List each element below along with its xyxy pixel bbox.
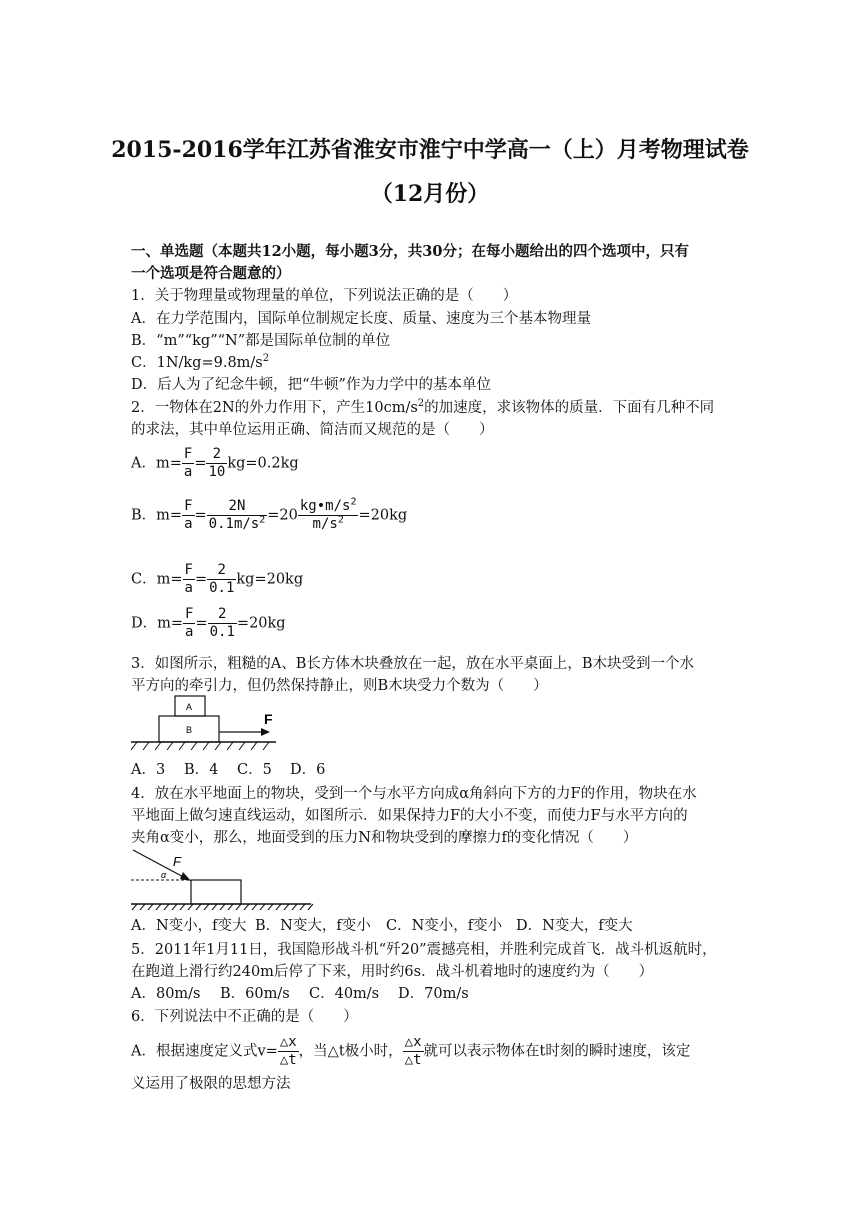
section-heading-cont: 一个选项是符合题意的） xyxy=(131,265,291,282)
q2-d-equals: = xyxy=(195,615,208,632)
q2-a-result: kg=0.2kg xyxy=(227,455,299,472)
q1-stem: 1．关于物理量或物理量的单位，下列说法正确的是（ ） xyxy=(131,288,518,304)
q1-option-c-text: C．1N/kg=9.8m/s xyxy=(131,355,263,371)
q2-b-result: =20kg xyxy=(358,507,408,524)
q3-figure xyxy=(131,694,281,756)
q4-stem-line1: 4．放在水平地面上的物块，受到一个与水平方向成α角斜向下方的力F的作用，物块在水 xyxy=(131,786,697,802)
q2-a-fraction-1: $\frac{F}{a}$ xyxy=(183,446,193,480)
q2-option-b xyxy=(131,498,407,533)
block xyxy=(191,880,241,904)
table-hatching xyxy=(131,742,269,750)
q4-stem-line2: 平地面上做匀速直线运动，如图所示．如果保持力F的大小不变，而使力F与水平方向的 xyxy=(131,808,688,824)
q5-option-d: D．70m/s xyxy=(398,986,469,1002)
block-a-label: A xyxy=(186,702,193,712)
angle-label: α xyxy=(161,870,167,880)
q2-c-label: C．m= xyxy=(131,571,183,588)
q1-option-b: B．“m”“kg”“N”都是国际单位制的单位 xyxy=(131,333,391,349)
q2-b-fraction-1: $\frac{F}{a}$ xyxy=(184,498,193,532)
q3-stem-line1: 3．如图所示，粗糙的A、B长方体木块叠放在一起，放在水平桌面上，B木块受到一个水 xyxy=(131,656,695,672)
q3-options xyxy=(131,760,325,780)
q2-b-fraction-2: $\frac{2N}{0.1m/s^2}$ xyxy=(208,498,266,532)
exam-title-line1: 2015-2016学年江苏省淮安市淮宁中学高一（上）月考物理试卷 xyxy=(111,137,749,163)
q2-c-fraction-2: $\frac{2}{0.1}$ xyxy=(209,562,235,596)
q3-stem-line2: 平方向的牵引力，但仍然保持静止，则B木块受力个数为（ ） xyxy=(131,678,548,694)
q2-b-equals: = xyxy=(194,507,207,524)
ground-hatching xyxy=(132,904,313,910)
q1-option-c-sup: 2 xyxy=(262,353,270,365)
q2-c-equals: = xyxy=(194,571,208,588)
q6-a-fraction-1: $\frac{\triangle x}{\triangle t}$ xyxy=(279,1034,297,1068)
q2-stem-pre: 2．一物体在2N的外力作用下，产生10cm/s xyxy=(131,400,418,416)
q2-b-fraction-3: $\frac{kg•m/s^2}{m/s^2}$ xyxy=(299,496,357,532)
q2-d-fraction-1: $\frac{F}{a}$ xyxy=(185,606,194,640)
exam-title-line2: （12月份） xyxy=(370,181,490,207)
q1-option-c xyxy=(131,353,269,373)
q2-stem-line2: 的求法，其中单位运用正确、简洁而又规范的是（ ） xyxy=(131,422,494,438)
q2-stem-line1 xyxy=(131,398,714,418)
q2-stem-post: 的加速度，求该物体的质量．下面有几种不同 xyxy=(424,400,715,416)
q3-option-b: B．4 xyxy=(184,762,219,778)
q6-a-post: 就可以表示物体在t时刻的瞬时速度，该定 xyxy=(423,1043,691,1060)
q2-stem-sup: 2 xyxy=(417,398,425,410)
q6-a-fraction-2: $\frac{\triangle x}{\triangle t}$ xyxy=(404,1034,422,1068)
applied-force-label: F xyxy=(173,854,181,869)
force-label: F xyxy=(264,711,273,727)
q5-option-a: A．80m/s xyxy=(131,986,201,1002)
q2-option-c xyxy=(131,562,303,597)
q5-options xyxy=(131,984,469,1004)
q4-stem-line3: 夹角α变小，那么，地面受到的压力N和物块受到的摩擦力f的变化情况（ ） xyxy=(131,830,638,846)
q6-a-pre: A．根据速度定义式v= xyxy=(131,1043,278,1060)
q3-option-c: C．5 xyxy=(237,762,272,778)
q2-a-equals: = xyxy=(194,455,207,472)
q3-option-a: A．3 xyxy=(131,762,166,778)
section-heading: 一、单选题（本题共12小题，每小题3分，共30分；在每小题给出的四个选项中，只有 xyxy=(131,243,689,260)
q2-option-d xyxy=(131,606,286,641)
q4-figure xyxy=(131,848,316,912)
q3-option-d: D．6 xyxy=(290,762,326,778)
q6-option-a xyxy=(131,1034,690,1069)
q1-option-d: D．后人为了纪念牛顿，把“牛顿”作为力学中的基本单位 xyxy=(131,377,491,393)
q2-a-fraction-2: $\frac{2}{10}$ xyxy=(208,446,226,480)
force-arrowhead xyxy=(261,728,270,736)
q2-d-fraction-2: $\frac{2}{0.1}$ xyxy=(209,606,235,640)
q2-b-mid: =20 xyxy=(267,507,298,524)
q4-option-c: C．N变小，f变小 xyxy=(386,918,503,934)
q2-option-a xyxy=(131,446,299,481)
q2-c-fraction-1: $\frac{F}{a}$ xyxy=(184,562,193,596)
block-b-label: B xyxy=(186,725,193,735)
q4-option-b: B．N变大，f变小 xyxy=(255,918,371,934)
q2-a-label: A．m= xyxy=(131,455,182,472)
q6-option-a-cont: 义运用了极限的思想方法 xyxy=(131,1076,291,1092)
q4-options xyxy=(131,916,633,936)
q4-option-a: A．N变小，f变大 xyxy=(131,918,247,934)
q5-stem-line2: 在跑道上滑行约240m后停了下来，用时约6s．战斗机着地时的速度约为（ ） xyxy=(131,964,654,980)
q2-d-result: =20kg xyxy=(236,615,286,632)
q6-a-mid: ，当△t极小时， xyxy=(298,1043,403,1060)
q5-option-c: C．40m/s xyxy=(309,986,380,1002)
q5-option-b: B．60m/s xyxy=(220,986,290,1002)
q6-stem: 6．下列说法中不正确的是（ ） xyxy=(131,1009,358,1025)
q4-option-d: D．N变大，f变大 xyxy=(516,918,633,934)
q2-b-label: B．m= xyxy=(131,507,183,524)
q2-c-result: kg=20kg xyxy=(236,571,304,588)
q2-d-label: D．m= xyxy=(131,615,184,632)
q1-option-a: A．在力学范围内，国际单位制规定长度、质量、速度为三个基本物理量 xyxy=(131,311,591,327)
q5-stem-line1: 5．2011年1月11日，我国隐形战斗机“歼20”震撼亮相，并胜利完成首飞．战斗机返航时， xyxy=(131,942,717,958)
